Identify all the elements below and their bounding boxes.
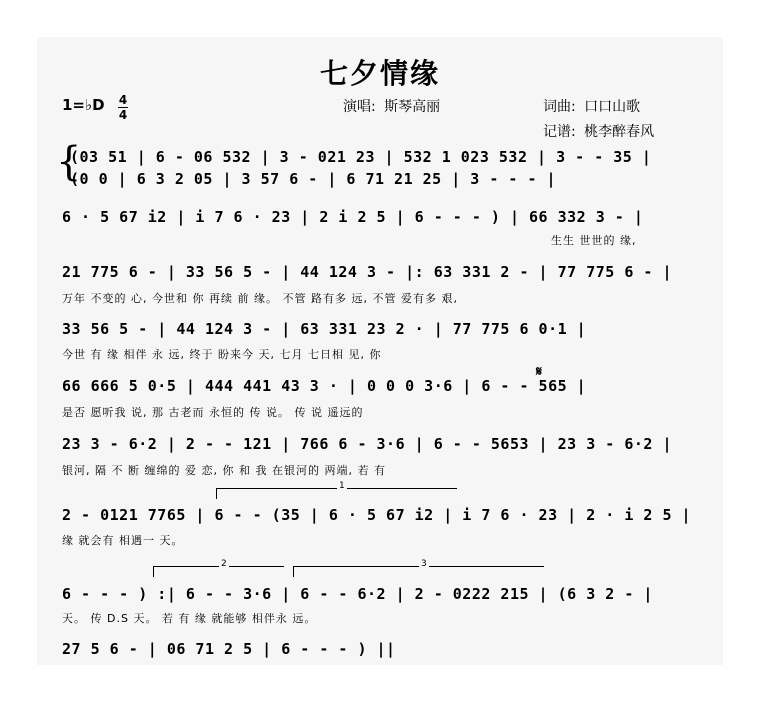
- notation-row-4: 21 775 6 - | 33 56 5 - | 44 124 3 - |: 63 331 2 - | 77 775 6 - |: [62, 263, 672, 281]
- volta-2: [153, 559, 284, 577]
- notation-row-2: (0 0 | 6 3 2 05 | 3 57 6 - | 6 71 21 25 | 3 - - - |: [70, 170, 557, 188]
- segno-mark: 𝄋: [536, 364, 543, 380]
- notation-row-10: 27 5 6 - | 06 71 2 5 | 6 - - - ) ||: [62, 640, 396, 658]
- notation-row-5: 33 56 5 - | 44 124 3 - | 63 331 23 2 · | 77 775 6 0·1 |: [62, 320, 587, 338]
- time-bottom: 4: [118, 108, 128, 122]
- key-signature: 1=♭D: [62, 96, 105, 114]
- system-brace: {: [56, 139, 82, 185]
- lyric-row-4: 是否 愿听我 说, 那 古老而 永恒的 传 说。 传 说 遥远的: [62, 406, 364, 419]
- notation-row-6: 66 666 5 0·5 | 444 441 43 3 · | 0 0 0 3·6 | 6 - - 565 |: [62, 377, 587, 395]
- transcriber-credit: [543, 121, 654, 141]
- writer-credit: [543, 96, 640, 116]
- transcriber-name: 桃李醉春风: [584, 124, 655, 140]
- singer-name: 斯琴高丽: [384, 99, 441, 115]
- singer-credit: [343, 96, 440, 116]
- writer-name: 口口山歌: [584, 99, 641, 115]
- lyric-row-5: 银河, 隔 不 断 缠绵的 爱 恋, 你 和 我 在银河的 两端, 若 有: [62, 464, 386, 477]
- song-title: 七夕情缘: [319, 57, 440, 90]
- lyric-row-6: 缘 就会有 相遇一 天。: [62, 534, 184, 547]
- volta-3-label: 3: [421, 559, 427, 569]
- lyric-row-1: 生生 世世的 缘,: [551, 234, 637, 247]
- volta-3: [293, 559, 544, 577]
- notation-row-9: 6 - - - ) :| 6 - - 3·6 | 6 - - 6·2 | 2 - 0222 215 | (6 3 2 - |: [62, 585, 653, 603]
- lyric-row-7: 天。 传 D.S 天。 若 有 缘 就能够 相伴永 远。: [62, 612, 317, 625]
- notation-row-8: 2 - 0121 7765 | 6 - - (35 | 6 · 5 67 i2 | i 7 6 · 23 | 2 · i 2 5 |: [62, 506, 692, 524]
- writer-label: 词曲:: [543, 99, 576, 115]
- time-signature: [118, 94, 128, 121]
- notation-row-3: 6 · 5 67 i2 | i 7 6 · 23 | 2 i 2 5 | 6 - - - ) | 66 332 3 - |: [62, 208, 644, 226]
- lyric-row-3: 今世 有 缘 相伴 永 远, 终于 盼来今 天, 七月 七日相 见, 你: [62, 348, 382, 361]
- singer-label: 演唱:: [343, 99, 376, 115]
- time-top: 4: [118, 93, 128, 107]
- volta-1-label: 1: [339, 481, 345, 491]
- transcriber-label: 记谱:: [543, 124, 576, 140]
- volta-1: [216, 481, 457, 499]
- notation-row-1: (03 51 | 6 - 06 532 | 3 - 021 23 | 532 1 023 532 | 3 - - 35 |: [70, 148, 652, 166]
- lyric-row-2: 万年 不变的 心, 今世和 你 再续 前 缘。 不管 路有多 远, 不管 爱有多 艰,: [62, 292, 458, 305]
- notation-row-7: 23 3 - 6·2 | 2 - - 121 | 766 6 - 3·6 | 6 - - 5653 | 23 3 - 6·2 |: [62, 435, 672, 453]
- volta-2-label: 2: [221, 559, 227, 569]
